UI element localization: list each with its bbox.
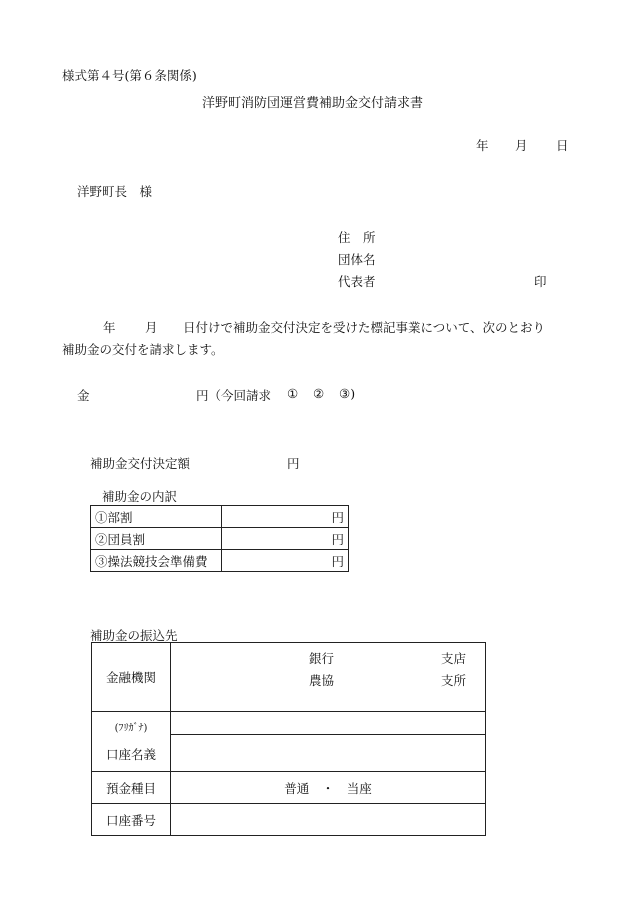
representative-label: 代表者 <box>338 274 376 289</box>
branch-label: 支店 <box>441 651 467 666</box>
body-year: 年 <box>103 320 116 335</box>
furigana-label: (ﾌﾘｶﾞﾅ) <box>114 722 148 734</box>
agri-coop-label: 農協 <box>309 673 335 688</box>
body-month: 月 <box>145 320 158 335</box>
breakdown-row <box>91 550 349 572</box>
date-month: 月 <box>515 138 528 153</box>
body-text-line2: 補助金の交付を請求します。 <box>62 342 224 357</box>
document-title: 洋野町消防団運営費補助金交付請求書 <box>202 96 424 111</box>
bank-label: 銀行 <box>309 651 335 666</box>
institution-label: 金融機関 <box>92 643 171 712</box>
request-option-1: ① <box>287 386 299 401</box>
account-number-field[interactable] <box>171 804 486 836</box>
request-option-3: ③) <box>339 386 356 401</box>
group-name-label: 団体名 <box>338 252 376 267</box>
breakdown-table <box>90 505 349 572</box>
transfer-table <box>91 642 486 836</box>
transfer-title: 補助金の振込先 <box>90 628 178 643</box>
account-name-label: 口座名義 <box>105 746 156 762</box>
account-name-field[interactable] <box>171 735 486 772</box>
breakdown-label: ③操法競技会準備費 <box>91 550 222 572</box>
breakdown-label: ②団員割 <box>91 528 222 550</box>
deposit-type-label: 預金種目 <box>92 772 171 804</box>
breakdown-unit: 円 <box>222 550 349 572</box>
address-label: 住 所 <box>338 230 376 245</box>
request-option-2: ② <box>313 386 325 401</box>
furigana-field[interactable] <box>171 712 486 735</box>
breakdown-row <box>91 506 349 528</box>
amount-en-label: 円（今回請求 <box>196 388 272 403</box>
breakdown-unit: 円 <box>222 506 349 528</box>
institution-cell <box>171 643 486 712</box>
decision-amount-label: 補助金交付決定額 <box>90 456 191 471</box>
date-year: 年 <box>476 138 489 153</box>
breakdown-title: 補助金の内訳 <box>102 489 178 504</box>
account-number-label: 口座番号 <box>92 804 171 836</box>
body-text-line1: 日付けで補助金交付決定を受けた標記事業について、次のとおり <box>183 320 546 335</box>
decision-amount-unit: 円 <box>287 456 300 471</box>
office-label: 支所 <box>441 673 467 688</box>
breakdown-row <box>91 528 349 550</box>
deposit-type-value: 普通 ・ 当座 <box>171 772 486 804</box>
form-number: 様式第４号(第６条関係) <box>62 68 197 83</box>
breakdown-unit: 円 <box>222 528 349 550</box>
seal-mark: 印 <box>534 274 547 289</box>
amount-kin: 金 <box>77 388 90 403</box>
addressee: 洋野町長 様 <box>77 184 153 199</box>
account-name-label-cell <box>92 712 171 772</box>
breakdown-label: ①部割 <box>91 506 222 528</box>
date-day: 日 <box>556 138 569 153</box>
